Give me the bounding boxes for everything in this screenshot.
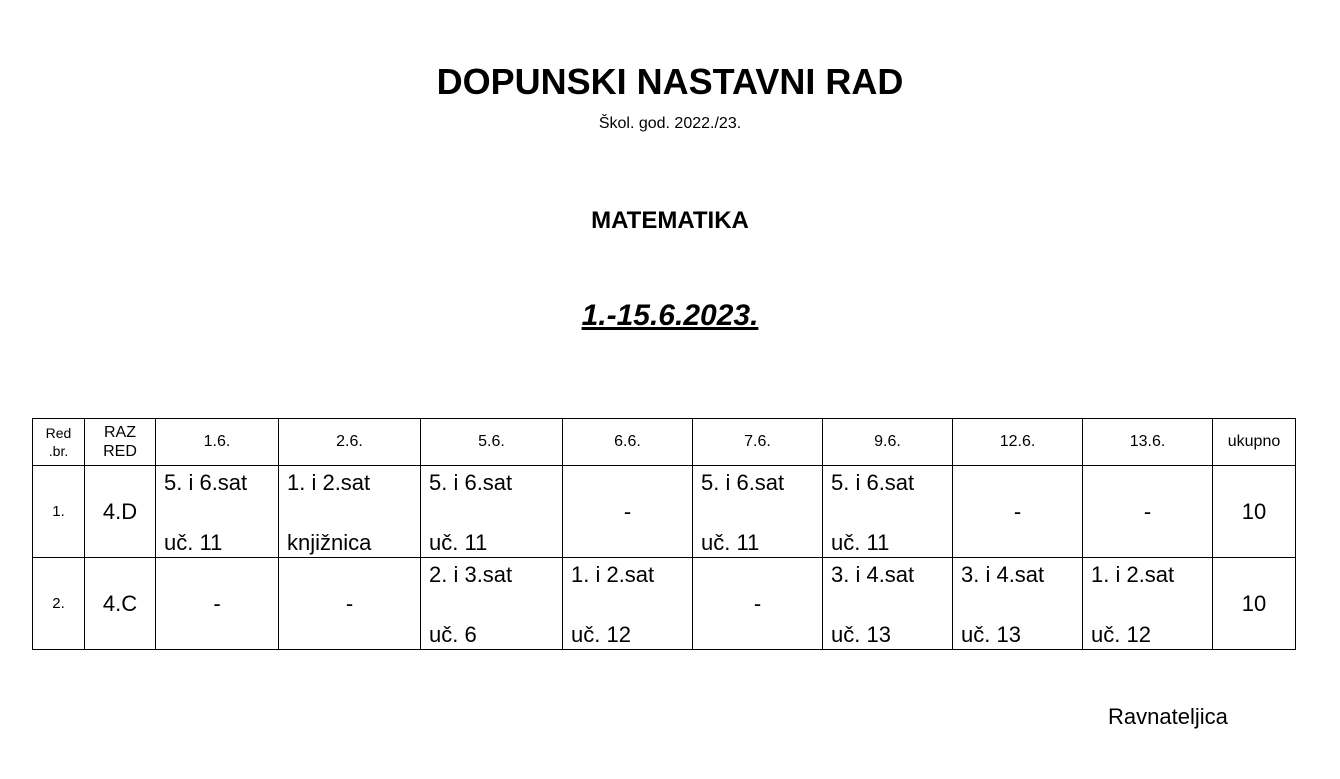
cell-period: 2. i 3.sat bbox=[429, 562, 513, 587]
cell-room: knjižnica bbox=[287, 530, 372, 555]
schedule-cell bbox=[693, 466, 823, 558]
cell-period: 5. i 6.sat bbox=[701, 470, 785, 495]
table-row bbox=[33, 466, 1296, 558]
header-date-1: 1.6. bbox=[156, 419, 279, 466]
header-red-br-line1: Red bbox=[45, 425, 72, 441]
header-date-2: 2.6. bbox=[279, 419, 421, 466]
empty-cell: - bbox=[156, 558, 279, 650]
header-razred-line1: RAZ bbox=[104, 424, 136, 441]
cell-period: 3. i 4.sat bbox=[831, 562, 915, 587]
empty-cell: - bbox=[953, 466, 1083, 558]
header-razred bbox=[85, 419, 156, 466]
row-number: 2. bbox=[33, 558, 85, 650]
subject-heading: MATEMATIKA bbox=[591, 207, 749, 234]
schedule-cell bbox=[421, 558, 563, 650]
schedule-cell bbox=[563, 558, 693, 650]
schedule-cell bbox=[953, 558, 1083, 650]
row-number: 1. bbox=[33, 466, 85, 558]
cell-room: uč. 11 bbox=[831, 530, 890, 555]
row-class: 4.D bbox=[85, 466, 156, 558]
empty-cell: - bbox=[563, 466, 693, 558]
header-red-br bbox=[33, 419, 85, 466]
header-date-7: 12.6. bbox=[953, 419, 1083, 466]
school-year: Škol. god. 2022./23. bbox=[598, 115, 742, 132]
table-row bbox=[33, 558, 1296, 650]
row-class: 4.C bbox=[85, 558, 156, 650]
header-date-3: 5.6. bbox=[421, 419, 563, 466]
schedule-cell bbox=[156, 466, 279, 558]
cell-room: uč. 12 bbox=[571, 622, 631, 647]
header-red-br-line2: .br. bbox=[48, 443, 69, 459]
signature-label: Ravnateljica bbox=[1108, 704, 1228, 729]
cell-room: uč. 12 bbox=[1091, 622, 1151, 647]
cell-period: 5. i 6.sat bbox=[164, 470, 248, 495]
cell-room: uč. 13 bbox=[831, 622, 891, 647]
cell-room: uč. 6 bbox=[429, 622, 477, 647]
empty-cell: - bbox=[693, 558, 823, 650]
cell-room: uč. 11 bbox=[701, 530, 760, 555]
document-title: DOPUNSKI NASTAVNI RAD bbox=[436, 61, 904, 102]
empty-cell: - bbox=[1083, 466, 1213, 558]
cell-period: 5. i 6.sat bbox=[429, 470, 513, 495]
cell-period: 1. i 2.sat bbox=[1091, 562, 1175, 587]
cell-room: uč. 11 bbox=[429, 530, 488, 555]
schedule-table bbox=[32, 418, 1296, 650]
header-total: ukupno bbox=[1213, 419, 1296, 466]
row-total: 10 bbox=[1213, 558, 1296, 650]
schedule-cell bbox=[1083, 558, 1213, 650]
cell-period: 1. i 2.sat bbox=[571, 562, 655, 587]
schedule-cell bbox=[279, 466, 421, 558]
empty-cell: - bbox=[279, 558, 421, 650]
header-row bbox=[33, 419, 1296, 466]
header-razred-line2: RED bbox=[103, 443, 137, 460]
cell-room: uč. 11 bbox=[164, 530, 223, 555]
cell-period: 5. i 6.sat bbox=[831, 470, 915, 495]
schedule-cell bbox=[823, 466, 953, 558]
header-date-6: 9.6. bbox=[823, 419, 953, 466]
cell-period: 1. i 2.sat bbox=[287, 470, 371, 495]
schedule-cell bbox=[823, 558, 953, 650]
cell-room: uč. 13 bbox=[961, 622, 1021, 647]
header-date-5: 7.6. bbox=[693, 419, 823, 466]
cell-period: 3. i 4.sat bbox=[961, 562, 1045, 587]
header-date-8: 13.6. bbox=[1083, 419, 1213, 466]
header-date-4: 6.6. bbox=[563, 419, 693, 466]
row-total: 10 bbox=[1213, 466, 1296, 558]
date-period: 1.-15.6.2023. bbox=[581, 299, 759, 332]
schedule-cell bbox=[421, 466, 563, 558]
